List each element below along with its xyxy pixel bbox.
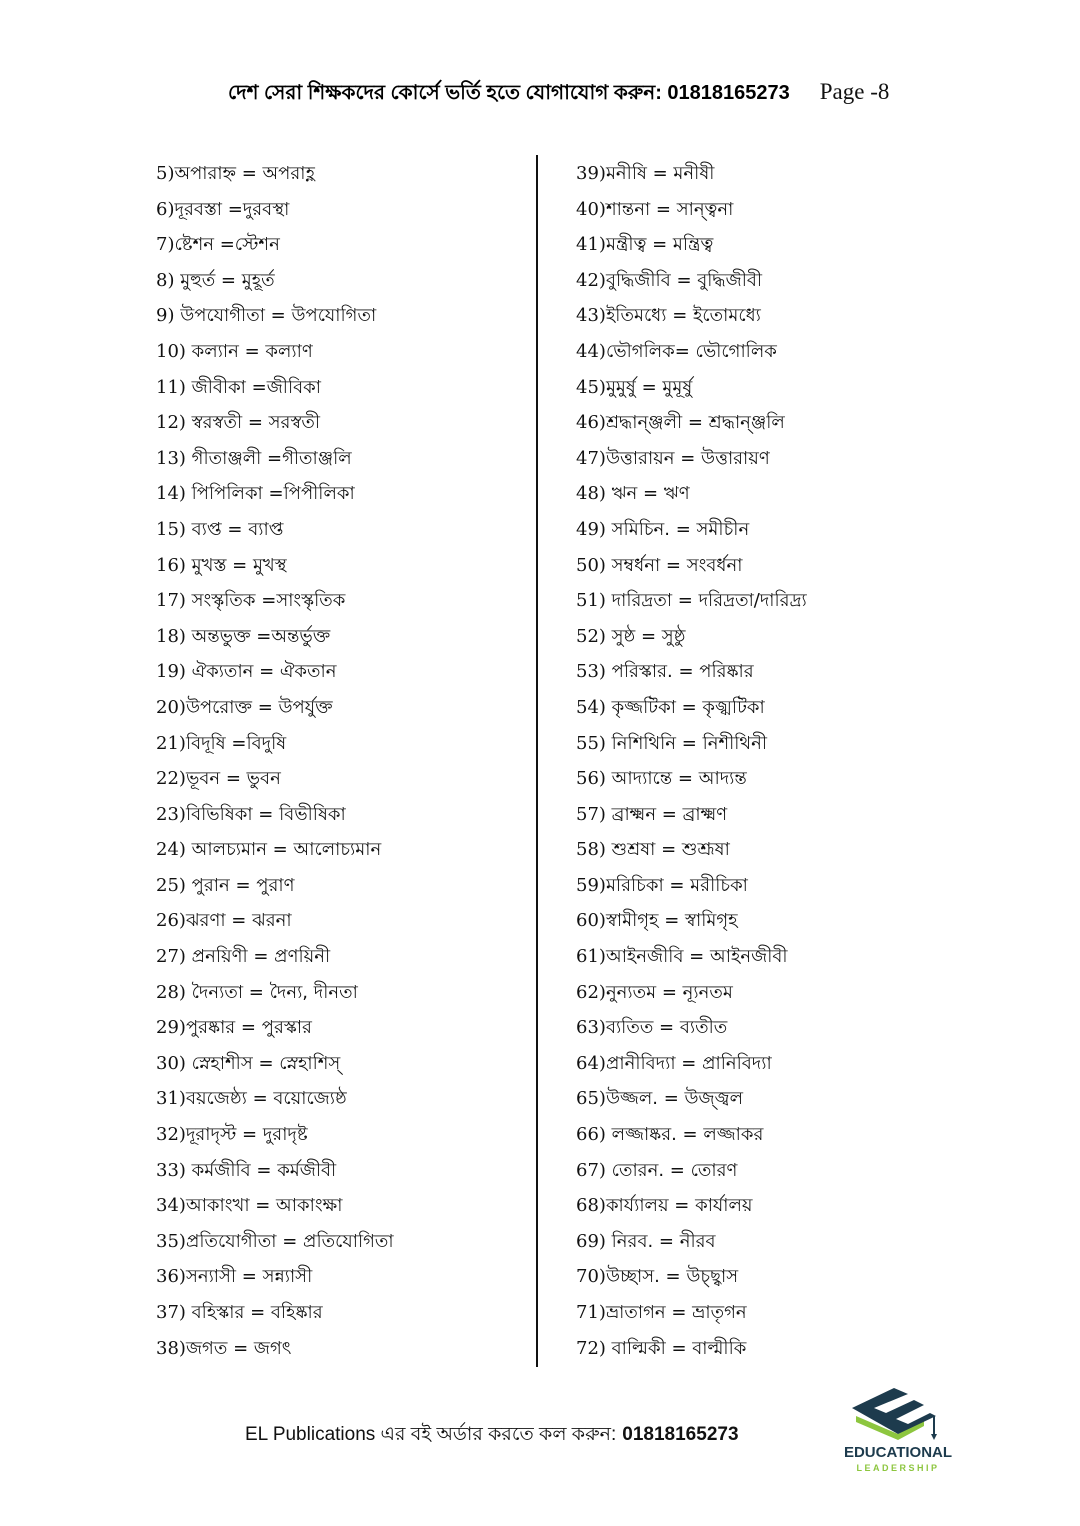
item-correction-text: গীতাঞ্জলী =গীতাঞ্জলি (191, 447, 352, 469)
item-number: 32) (156, 1124, 186, 1146)
list-item (156, 227, 526, 263)
item-correction-text: অপারাহ্ন = অপরাহ্ণ (174, 163, 315, 184)
list-item (576, 939, 976, 975)
list-item (156, 1188, 526, 1224)
list-item (156, 1010, 526, 1046)
list-item (156, 832, 526, 868)
list-item (576, 441, 976, 477)
item-correction-text: পুরান = পুরাণ (191, 874, 295, 896)
list-item (576, 1259, 976, 1295)
item-number: 25) (156, 874, 192, 896)
item-number: 51) (576, 590, 612, 612)
item-number: 43) (576, 305, 606, 327)
list-item (156, 903, 526, 939)
item-correction-text: মনীষি = মনীষী (605, 163, 715, 184)
item-correction-text: পরিস্কার. = পরিষ্কার (611, 661, 754, 683)
item-number: 7) (156, 234, 175, 256)
item-number: 36) (156, 1266, 186, 1288)
item-correction-text: দূরাদৃস্ট = দুরাদৃষ্ট (185, 1124, 308, 1146)
item-correction-text: সমিচিন. = সমীচীন (611, 518, 750, 540)
item-correction-text: নিশিথিনি = নিশীথিনী (611, 732, 767, 754)
graduation-cap-icon (838, 1382, 958, 1444)
list-item (156, 1081, 526, 1117)
item-number: 54) (576, 696, 612, 718)
item-number: 40) (576, 198, 606, 220)
item-correction-text: সম্বর্ধনা = সংবর্ধনা (611, 554, 743, 576)
logo-subtitle: LEADERSHIP (856, 1463, 940, 1473)
item-correction-text: স্বরস্বতী = সরস্বতী (191, 412, 321, 434)
item-correction-text: ভৌগলিক= ভৌগোলিক (605, 340, 777, 362)
list-item (576, 761, 976, 797)
item-correction-text: ভ্রাতাগন = ভ্রাতৃগন (605, 1302, 747, 1323)
item-correction-text: সংস্কৃতিক =সাংস্কৃতিক (191, 590, 346, 612)
list-item (156, 1224, 526, 1260)
item-correction-text: ষ্টেশন =স্টেশন (174, 234, 280, 256)
item-correction-text: জীবীকা =জীবিকা (191, 376, 321, 398)
list-item (156, 476, 526, 512)
item-number: 20) (156, 696, 186, 718)
list-item (576, 1081, 976, 1117)
column-divider (536, 155, 538, 1367)
item-number: 14) (156, 483, 192, 505)
item-correction-text: ঐক্যতান = ঐকতান (191, 661, 337, 683)
list-item (576, 1331, 976, 1367)
list-item (576, 192, 976, 228)
item-number: 5) (156, 163, 175, 184)
list-item (156, 619, 526, 655)
item-correction-text: বয়জেষ্ঠ্য = বয়োজ্যেষ্ঠ (185, 1088, 347, 1110)
item-number: 60) (576, 910, 606, 932)
item-number: 6) (156, 198, 175, 220)
list-item (576, 334, 976, 370)
list-item (156, 690, 526, 726)
item-number: 42) (576, 269, 606, 291)
item-correction-text: পিপিলিকা =পিপীলিকা (191, 483, 355, 505)
item-number: 27) (156, 946, 192, 968)
item-number: 66) (576, 1124, 612, 1146)
list-item (576, 227, 976, 263)
item-number: 37) (156, 1302, 192, 1323)
list-item (576, 583, 976, 619)
item-number: 56) (576, 768, 612, 790)
list-item (156, 192, 526, 228)
page-number: Page -8 (819, 79, 890, 104)
list-item (576, 370, 976, 406)
item-correction-text: বুদ্ধিজীবি = বুদ্ধিজীবী (605, 269, 763, 291)
item-number: 44) (576, 340, 606, 362)
list-item (156, 512, 526, 548)
list-item (576, 1010, 976, 1046)
item-correction-text: ঝরণা = ঝরনা (185, 910, 292, 932)
item-correction-text: উপরোক্ত = উপর্যুক্ত (185, 696, 333, 718)
item-correction-text: জগত = জগৎ (185, 1337, 292, 1359)
item-correction-text: নুন্যতম = ন্যূনতম (605, 981, 733, 1003)
header-promo-text: দেশ সেরা শিক্ষকদের কোর্সে ভর্তি হতে যোগাযোগ করুন: 01818165273 (228, 82, 790, 104)
item-correction-text: আইনজীবি = আইনজীবী (605, 946, 788, 968)
list-item (576, 476, 976, 512)
item-number: 47) (576, 447, 606, 469)
list-item (576, 1224, 976, 1260)
list-item (156, 975, 526, 1011)
item-number: 68) (576, 1195, 606, 1217)
item-number: 17) (156, 590, 192, 612)
item-correction-text: প্রনয়িণী = প্রণয়িনী (191, 946, 331, 968)
item-correction-text: বিভিষিকা = বিভীষিকা (185, 803, 346, 825)
list-item (156, 868, 526, 904)
list-item (156, 156, 526, 192)
list-item (576, 832, 976, 868)
item-number: 10) (156, 340, 192, 362)
item-correction-text: ভূবন = ভুবন (185, 768, 281, 790)
item-number: 48) (576, 483, 612, 505)
item-correction-text: শ্রদ্ধান্ঞ্জলী = শ্রদ্ধান্ঞ্জলি (605, 412, 785, 434)
list-item (576, 975, 976, 1011)
list-item (156, 1046, 526, 1082)
item-number: 8) (156, 269, 181, 291)
item-number: 24) (156, 839, 192, 861)
item-number: 62) (576, 981, 606, 1003)
item-number: 70) (576, 1266, 606, 1288)
item-number: 34) (156, 1195, 186, 1217)
item-correction-text: স্নেহাশীস = স্নেহাশিস্ (191, 1052, 341, 1074)
list-item (156, 1259, 526, 1295)
list-item (576, 1117, 976, 1153)
item-number: 29) (156, 1017, 186, 1039)
item-correction-text: ইতিমধ্যে = ইতোমধ্যে (605, 305, 761, 327)
item-correction-text: মরিচিকা = মরীচিকা (605, 874, 748, 896)
list-item (576, 619, 976, 655)
item-number: 16) (156, 554, 192, 576)
list-item (576, 690, 976, 726)
list-item (576, 263, 976, 299)
item-correction-text: স্বামীগৃহ = স্বামিগৃহ (605, 910, 738, 932)
list-item (576, 1188, 976, 1224)
list-item (576, 1295, 976, 1331)
page-header (228, 78, 928, 112)
list-item (156, 726, 526, 762)
item-correction-text: ঋন = ঋণ (611, 483, 690, 505)
item-correction-text: উজ্জল. = উজ্জ্বল (605, 1088, 743, 1110)
item-number: 41) (576, 234, 606, 256)
list-item (156, 298, 526, 334)
page-footer (245, 1420, 739, 1452)
item-number: 52) (576, 625, 612, 647)
list-item (576, 654, 976, 690)
list-item (156, 370, 526, 406)
list-item (156, 405, 526, 441)
item-correction-text: অন্তভুক্ত =অন্তর্ভুক্ত (191, 625, 331, 647)
list-item (156, 1153, 526, 1189)
item-correction-text: শুশ্রষা = শুশ্রূষা (611, 839, 730, 861)
item-correction-text: ব্রাক্ষ্মন = ব্রাক্ষ্মণ (611, 803, 728, 825)
list-item (576, 797, 976, 833)
list-item (156, 548, 526, 584)
item-correction-text: মুহুর্ত = মুহূর্ত (180, 269, 275, 291)
list-item (576, 1153, 976, 1189)
item-correction-text: প্রানীবিদ্যা = প্রানিবিদ্যা (605, 1052, 772, 1074)
item-number: 9) (156, 305, 181, 327)
item-correction-text: তোরন. = তোরণ (611, 1159, 738, 1181)
logo-title: EDUCATIONAL (843, 1444, 953, 1461)
item-number: 11) (156, 376, 192, 398)
item-correction-text: শান্তনা = সান্ত্বনা (605, 198, 734, 220)
list-item (576, 512, 976, 548)
item-correction-text: নিরব. = নীরব (611, 1230, 716, 1252)
item-number: 72) (576, 1337, 612, 1359)
list-item (156, 654, 526, 690)
item-number: 19) (156, 661, 192, 683)
list-item (156, 583, 526, 619)
list-item (156, 1331, 526, 1367)
item-number: 15) (156, 518, 192, 540)
item-number: 12) (156, 412, 192, 434)
list-item (576, 548, 976, 584)
list-item (576, 405, 976, 441)
list-item (576, 726, 976, 762)
item-correction-text: সুষ্ঠ = সুষ্ঠু (611, 625, 686, 647)
item-correction-text: কার্য্যালয় = কার্যালয় (605, 1195, 753, 1217)
item-number: 49) (576, 518, 612, 540)
list-item (576, 868, 976, 904)
item-correction-text: আকাংখা = আকাংক্ষা (185, 1195, 343, 1217)
item-number: 53) (576, 661, 612, 683)
item-correction-text: ব্যতিত = ব্যতীত (605, 1017, 728, 1039)
item-correction-text: মুখস্ত = মুখস্থ (191, 554, 287, 576)
item-number: 21) (156, 732, 186, 754)
list-item (156, 1117, 526, 1153)
educational-leadership-logo (838, 1382, 958, 1477)
item-correction-text: লজ্জাষ্কর. = লজ্জাকর (611, 1124, 764, 1146)
item-number: 69) (576, 1230, 612, 1252)
item-correction-text: ব্যপ্ত = ব্যাপ্ত (191, 518, 284, 540)
list-item (576, 903, 976, 939)
item-correction-text: পুরষ্কার = পুরস্কার (185, 1017, 312, 1039)
item-number: 46) (576, 412, 606, 434)
item-correction-text: কৃজ্জটিকা = কৃজ্ঝটিকা (611, 696, 765, 718)
list-item (156, 797, 526, 833)
item-correction-text: বিদূষি =বিদুষি (185, 732, 287, 754)
item-number: 45) (576, 376, 606, 398)
footer-order-text: EL Publications এর বই অর্ডার করতে কল করুন: (245, 1424, 617, 1445)
item-correction-text: উত্তারায়ন = উত্তারায়ণ (605, 447, 770, 469)
list-item (156, 1295, 526, 1331)
item-correction-text: মুমুর্ষু = মুমূর্ষু (605, 376, 693, 398)
item-number: 58) (576, 839, 612, 861)
item-number: 28) (156, 981, 192, 1003)
list-item (156, 441, 526, 477)
item-number: 31) (156, 1088, 186, 1110)
item-number: 35) (156, 1230, 186, 1252)
item-correction-text: সন্যাসী = সন্ন্যাসী (185, 1266, 313, 1288)
list-item (156, 263, 526, 299)
item-number: 59) (576, 874, 606, 896)
item-number: 13) (156, 447, 192, 469)
list-item (156, 939, 526, 975)
item-number: 39) (576, 163, 606, 184)
item-number: 18) (156, 625, 192, 647)
right-column-list (576, 156, 976, 1366)
item-correction-text: আলচ্যমান = আলোচ্যমান (191, 839, 382, 861)
list-item (156, 761, 526, 797)
item-correction-text: দৈন্যতা = দৈন্য, দীনতা (191, 981, 358, 1003)
item-correction-text: কল্যান = কল্যাণ (191, 340, 313, 362)
item-number: 50) (576, 554, 612, 576)
list-item (576, 298, 976, 334)
item-number: 71) (576, 1302, 606, 1323)
item-correction-text: কর্মজীবি = কর্মজীবী (191, 1159, 337, 1181)
left-column-list (156, 156, 526, 1366)
item-number: 65) (576, 1088, 606, 1110)
item-number: 61) (576, 946, 606, 968)
item-number: 33) (156, 1159, 192, 1181)
item-number: 26) (156, 910, 186, 932)
item-number: 30) (156, 1052, 192, 1074)
item-number: 38) (156, 1337, 186, 1359)
item-number: 63) (576, 1017, 606, 1039)
item-number: 57) (576, 803, 612, 825)
item-number: 22) (156, 768, 186, 790)
item-number: 55) (576, 732, 612, 754)
item-number: 23) (156, 803, 186, 825)
item-correction-text: দারিদ্রতা = দরিদ্রতা/দারিদ্র্য (611, 590, 807, 612)
item-number: 64) (576, 1052, 606, 1074)
item-correction-text: উপযোগীতা = উপযোগিতা (180, 305, 377, 327)
item-correction-text: দূরবস্তা =দুরবস্থা (174, 198, 290, 220)
list-item (576, 156, 976, 192)
item-number: 67) (576, 1159, 612, 1181)
item-correction-text: উচ্ছাস. = উচ্ছ্বাস (605, 1266, 739, 1288)
item-correction-text: মন্ত্রীত্ব = মন্ত্রিত্ব (605, 234, 714, 256)
item-correction-text: আদ্যান্তে = আদ্যন্ত (611, 768, 747, 790)
item-correction-text: বহিস্কার = বহিষ্কার (191, 1302, 323, 1323)
item-correction-text: প্রতিযোগীতা = প্রতিযোগিতা (185, 1230, 394, 1252)
item-correction-text: বাল্মিকী = বাল্মীকি (611, 1337, 747, 1359)
list-item (576, 1046, 976, 1082)
list-item (156, 334, 526, 370)
footer-phone: 01818165273 (622, 1424, 739, 1445)
